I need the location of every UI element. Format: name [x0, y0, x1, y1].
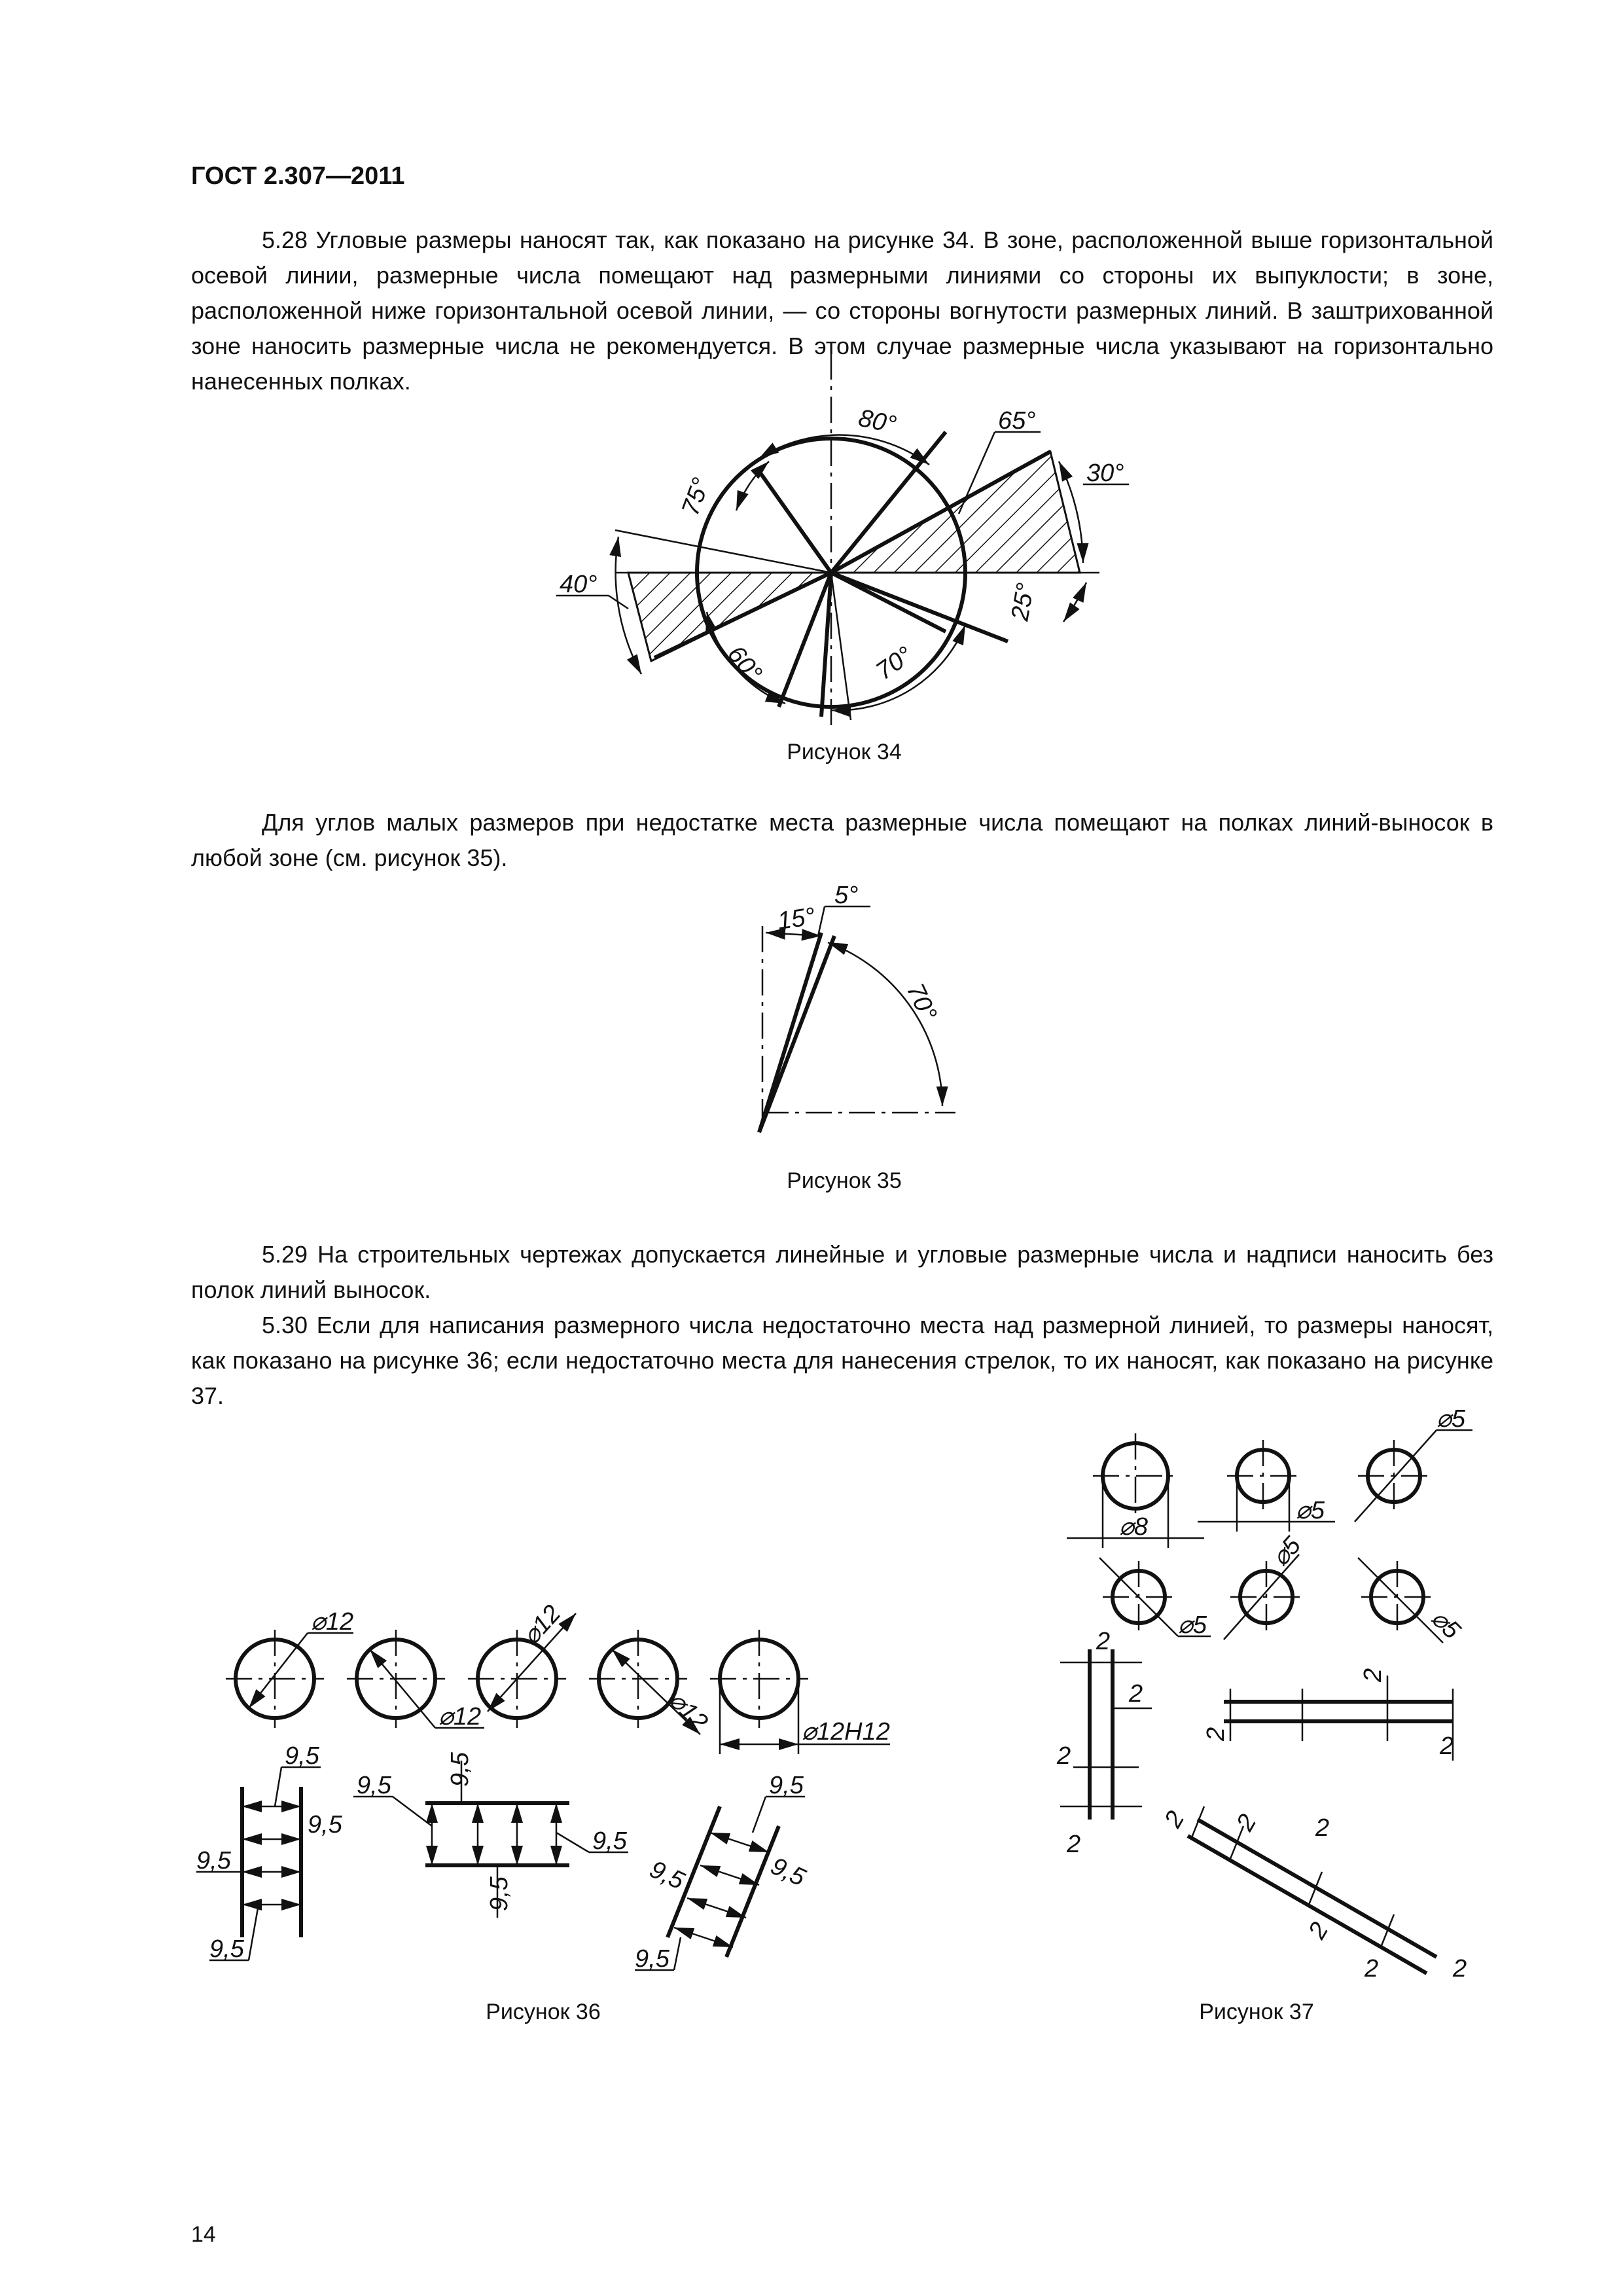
angle-label: 40° — [560, 571, 597, 598]
caption-figure-34: Рисунок 34 — [787, 740, 902, 764]
dimension-label: 2 — [1359, 1668, 1387, 1682]
dimension-label: 9,5 — [635, 1945, 669, 1973]
dimension-label: 9,5 — [357, 1772, 391, 1799]
dimension-label: 9,5 — [196, 1847, 231, 1874]
angle-label: 30° — [1086, 459, 1124, 487]
dimension-label: 9,5 — [308, 1811, 342, 1839]
figure-35 — [759, 882, 955, 1132]
dimension-label: 9,5 — [766, 1852, 810, 1892]
dimension-label: ⌀12 — [438, 1703, 482, 1731]
dimension-label: 2 — [1315, 1814, 1330, 1842]
dimension-label: ⌀5 — [1436, 1405, 1466, 1433]
angle-label: 75° — [676, 474, 716, 520]
dimension-label: 2 — [1303, 1918, 1334, 1944]
dimension-label: 9,5 — [209, 1935, 244, 1963]
paragraph-5-28: 5.28 Угловые размеры наносят так, как показано на рисунке 34. В зоне, расположенной выше горизонтальной осевой линии, размерные числа помещают над размерными линиями со стороны их выпуклости; в зоне, расположенной ниже горизонтальной осевой линии, — со стороны вогнутости размерных линий. В заштрихованной зоне наносить размерные числа не рекомендуется. В этом случае размерные числа указывают на горизонтально нанесенных полках. — [191, 226, 1493, 395]
dimension-label: ⌀12 — [663, 1686, 713, 1736]
caption-figure-36: Рисунок 36 — [486, 2000, 601, 2024]
dimension-label: 2 — [1096, 1628, 1111, 1655]
dimension-label: 2 — [1159, 1806, 1190, 1833]
figure-36 — [196, 1600, 890, 1973]
dimension-label: ⌀5 — [1425, 1604, 1466, 1645]
page-number: 14 — [191, 2222, 216, 2247]
figure-34 — [556, 353, 1129, 726]
angle-label: 5° — [834, 882, 859, 909]
dimension-label: 9,5 — [486, 1876, 513, 1911]
dimension-label: 2 — [1067, 1831, 1081, 1858]
angle-label: 25° — [1006, 581, 1040, 623]
angle-label: 70° — [901, 979, 942, 1025]
document-header: ГОСТ 2.307—2011 — [191, 162, 405, 190]
dimension-label: 9,5 — [446, 1752, 474, 1787]
dimension-label: 2 — [1129, 1680, 1143, 1708]
dimension-label: 2 — [1453, 1955, 1467, 1982]
dimension-label: 2 — [1364, 1955, 1379, 1982]
dimension-label: ⌀5 — [1296, 1497, 1325, 1524]
dimension-label: ⌀5 — [1266, 1532, 1307, 1572]
dimension-label: 9,5 — [645, 1856, 688, 1895]
dimension-label: 9,5 — [285, 1742, 319, 1770]
dimension-label: ⌀12 — [311, 1608, 354, 1636]
dimension-label: 9,5 — [769, 1772, 804, 1799]
paragraph-5-29-5-30: 5.29 На строительных чертежах допускается линейные и угловые размерные числа и надписи наносить без полок линий выносок. 5.30 Если для написания размерного числа недостаточно места над размерной линией, то размеры наносят, как показано на рисунке 36; если недостаточно места для нанесения стрелок, то их наносят, как показано на рисунке 37. — [191, 1241, 1493, 1409]
figure-37 — [1056, 1405, 1472, 1982]
dimension-label: 9,5 — [592, 1827, 627, 1855]
dimension-label: ⌀12H12 — [802, 1718, 890, 1746]
dimension-label: ⌀5 — [1178, 1611, 1207, 1639]
dimension-label: ⌀8 — [1119, 1513, 1149, 1541]
angle-label: 80° — [856, 404, 899, 439]
caption-figure-35: Рисунок 35 — [787, 1168, 902, 1193]
dimension-label: 2 — [1231, 1810, 1262, 1836]
dimension-label: 2 — [1057, 1742, 1071, 1770]
dimension-label: ⌀12 — [517, 1600, 567, 1651]
caption-figure-37: Рисунок 37 — [1199, 2000, 1314, 2024]
dimension-label: 2 — [1440, 1732, 1454, 1760]
dimension-label: 2 — [1202, 1727, 1230, 1741]
angle-label: 70° — [871, 641, 918, 686]
angle-label: 60° — [722, 640, 768, 687]
paragraph-small-angles: Для углов малых размеров при недостатке места размерные числа помещают на полках линий-выносок в любой зоне (см. рисунок 35). — [191, 809, 1493, 871]
angle-label: 15° — [776, 903, 817, 935]
angle-label: 65° — [998, 407, 1036, 435]
